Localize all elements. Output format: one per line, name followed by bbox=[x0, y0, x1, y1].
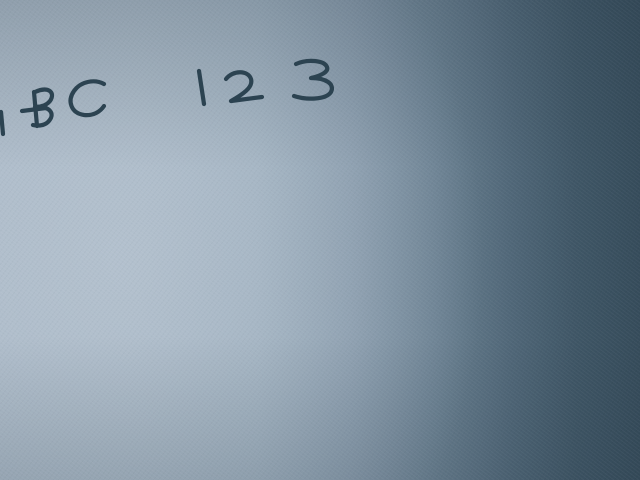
handwritten-letter-b bbox=[22, 90, 52, 126]
partial-letter-stroke bbox=[1, 112, 3, 134]
handwritten-digit-1 bbox=[199, 71, 204, 104]
handwritten-digit-2 bbox=[226, 72, 262, 101]
handwritten-text bbox=[0, 0, 360, 150]
handwritten-digit-3 bbox=[294, 61, 332, 99]
handwritten-letter-c bbox=[71, 81, 104, 115]
